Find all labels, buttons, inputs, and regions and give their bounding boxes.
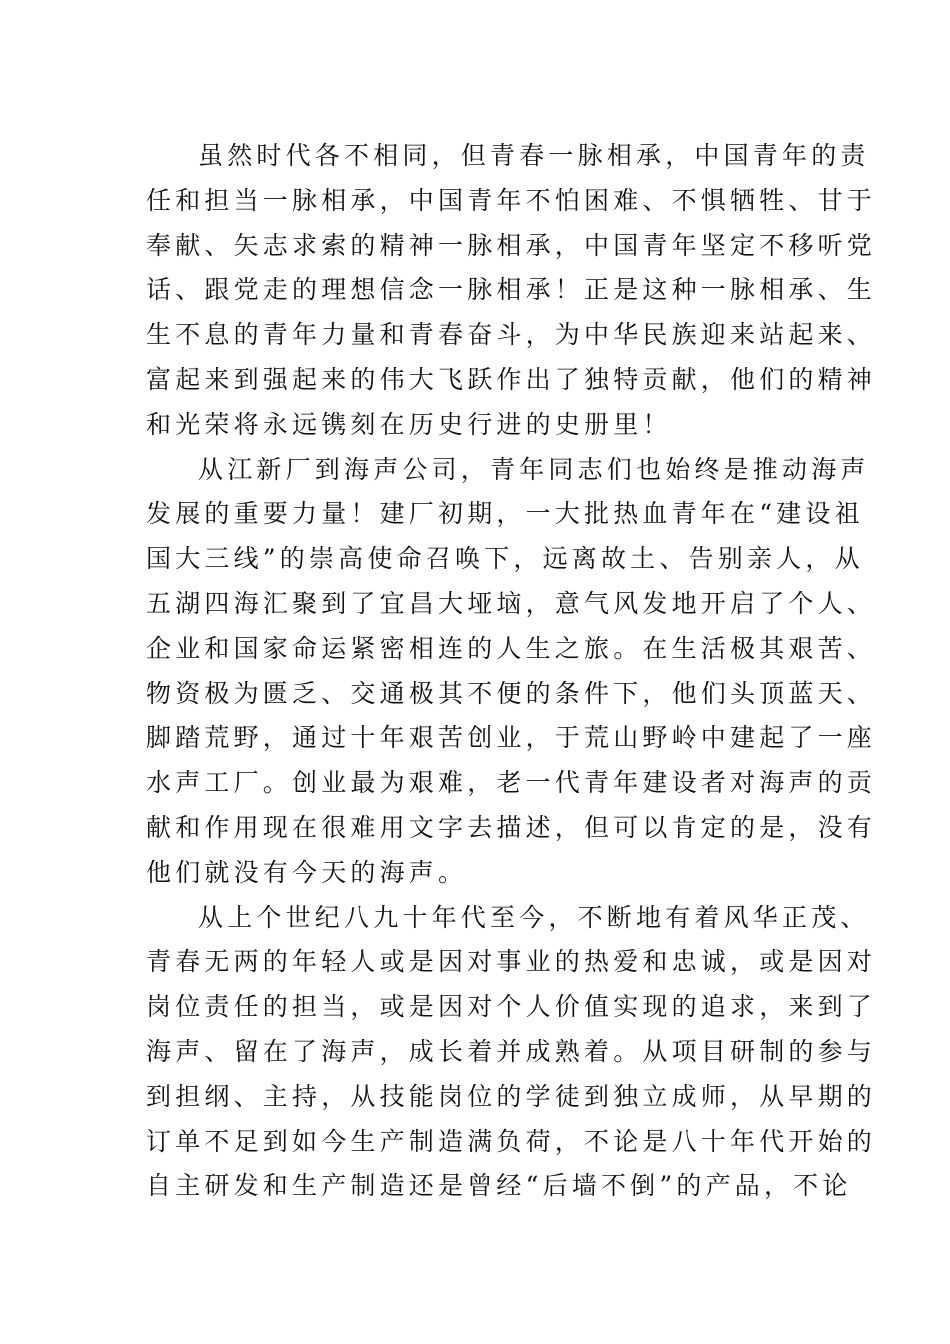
paragraph-2-line-2: 发展的重要力量！建厂初期，一大批热血青年在“建设祖 [146,499,864,529]
paragraph-2-line-1: 从江新厂到海声公司，青年同志们也始终是推动海声 [198,454,870,484]
paragraph-3-line-1: 从上个世纪八九十年代至今，不断地有着风华正茂、 [198,902,870,932]
paragraph-3-line-7: 自主研发和生产制造还是曾经“后墙不倒”的产品，不论 [146,1171,852,1201]
body-text [146,134,877,1209]
paragraph-1-line-1: 虽然时代各不相同，但青春一脉相承，中国青年的责 [198,141,870,170]
paragraph-3-line-5: 到担纲、主持，从技能岗位的学徒到独立成师，从早期的 [146,1081,877,1111]
paragraph-3-line-2: 青春无两的年轻人或是因对事业的热爱和忠诚，或是因对 [146,947,877,977]
paragraph-2-line-5: 企业和国家命运紧密相连的人生之旅。在生活极其艰苦、 [146,633,877,663]
paragraph-2-line-6: 物资极为匮乏、交通极其不便的条件下，他们头顶蓝天、 [146,678,877,708]
paragraph-3-line-3: 岗位责任的担当，或是因对个人价值实现的追求，来到了 [146,992,877,1022]
paragraph-1-line-3: 奉献、矢志求索的精神一脉相承，中国青年坚定不移听党 [146,230,877,260]
paragraph-1-line-6: 富起来到强起来的伟大飞跃作出了独特贡献，他们的精神 [146,364,877,394]
paragraph-1-line-5: 生不息的青年力量和青春奋斗，为中华民族迎来站起来、 [146,320,877,350]
paragraph-3-line-4: 海声、留在了海声，成长着并成熟着。从项目研制的参与 [146,1036,877,1066]
paragraph-2-line-3: 国大三线”的崇高使命召唤下，远离故土、告别亲人，从 [146,544,864,574]
paragraph-2-line-10: 他们就没有今天的海声。 [146,857,468,887]
paragraph-1-line-7: 和光荣将永远镌刻在历史行进的史册里！ [146,409,672,439]
paragraph-2-line-7: 脚踏荒野，通过十年艰苦创业，于荒山野岭中建起了一座 [146,723,877,753]
paragraph-2-line-8: 水声工厂。创业最为艰难，老一代青年建设者对海声的贡 [146,768,877,798]
paragraph-2-line-4: 五湖四海汇聚到了宜昌大垭垴，意气风发地开启了个人、 [146,588,877,618]
paragraph-2-line-9: 献和作用现在很难用文字去描述，但可以肯定的是，没有 [146,812,877,842]
paragraph-3-line-6: 订单不足到如今生产制造满负荷，不论是八十年代开始的 [146,1126,877,1156]
paragraph-1-line-2: 任和担当一脉相承，中国青年不怕困难、不惧牺牲、甘于 [146,185,877,215]
paragraph-1-line-4: 话、跟党走的理想信念一脉相承！正是这种一脉相承、生 [146,275,877,305]
